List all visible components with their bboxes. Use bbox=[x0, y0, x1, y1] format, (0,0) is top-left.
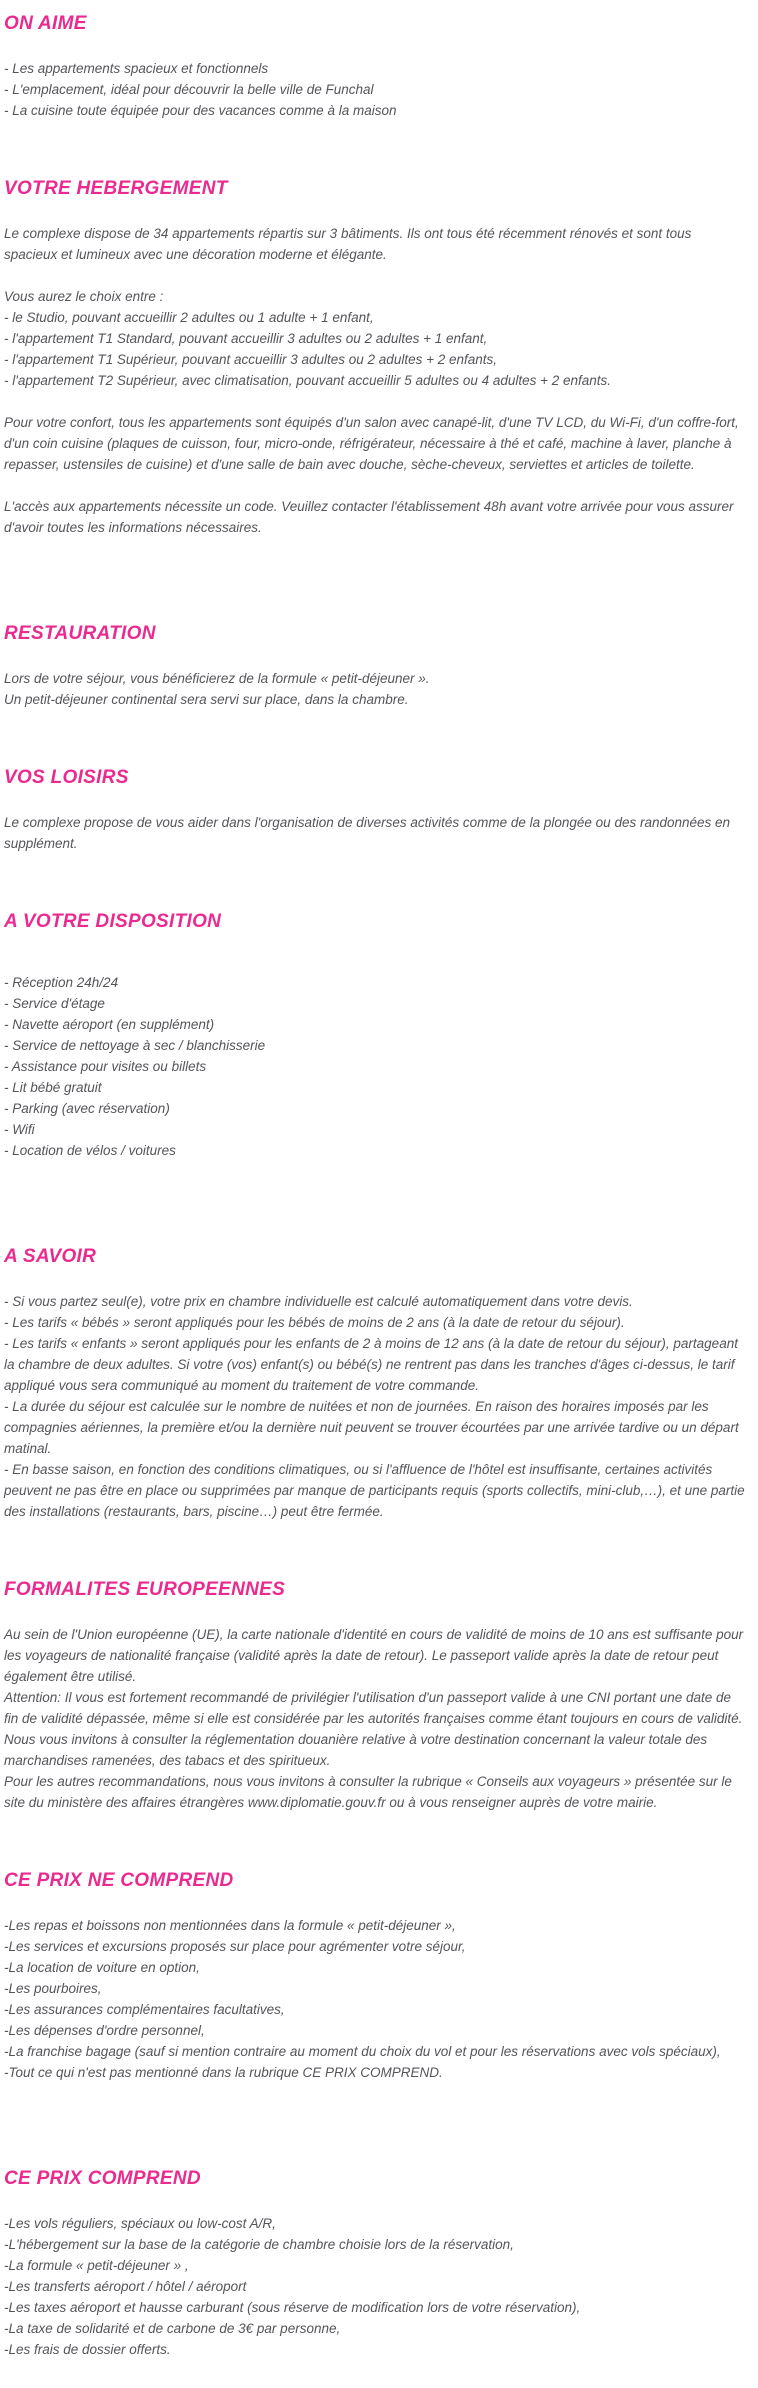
notice-item: - En basse saison, en fonction des conditions climatiques, ou si l'affluence de l'hôtel est insuffisante, certaines activités peuvent ne pas être en place ou supprimées par manque de participants requis (sports collectifs, mini-club,…), et une partie des installations (restaurants, bars, piscine…) peut être fermée. bbox=[4, 1462, 745, 1519]
amenity-item: - Parking (avec réservation) bbox=[4, 1101, 170, 1116]
section-ce-prix-ne-comprend bbox=[4, 1869, 748, 2083]
included-item: -Les transferts aéroport / hôtel / aéroport bbox=[4, 2279, 247, 2294]
section-on-aime bbox=[4, 12, 748, 121]
section-a-votre-disposition bbox=[4, 910, 748, 1161]
highlight-item: - Les appartements spacieux et fonctionnels bbox=[4, 61, 269, 76]
excluded-item: -Les services et excursions proposés sur place pour agrémenter votre séjour, bbox=[4, 1939, 466, 1954]
list-item: - le Studio, pouvant accueillir 2 adultes ou 1 adulte + 1 enfant, bbox=[4, 310, 374, 325]
paragraph: Le complexe propose de vous aider dans l'organisation de diverses activités comme de la plongée ou des randonnées en supplément. bbox=[4, 815, 731, 851]
highlight-item: - La cuisine toute équipée pour des vacances comme à la maison bbox=[4, 103, 397, 118]
section-heading-on-aime: ON AIME bbox=[4, 13, 87, 34]
excluded-item: -Les dépenses d'ordre personnel, bbox=[4, 2023, 205, 2038]
paragraph: Vous aurez le choix entre : bbox=[4, 289, 164, 304]
amenity-item: - Location de vélos / voitures bbox=[4, 1143, 176, 1158]
paragraph: Attention: Il vous est fortement recommandé de privilégier l'utilisation d'un passeport valide à une CNI portant une date de fin de validité dépassée, même si elle est considérée par les autorités françaises comme étant toujours en cours de validité. bbox=[4, 1690, 743, 1726]
list-item: - l'appartement T1 Supérieur, pouvant accueillir 3 adultes ou 2 adultes + 2 enfants, bbox=[4, 352, 498, 367]
amenity-item: - Service de nettoyage à sec / blanchisserie bbox=[4, 1038, 266, 1053]
included-item: -La formule « petit-déjeuner » , bbox=[4, 2258, 189, 2273]
list-item: - l'appartement T1 Standard, pouvant accueillir 3 adultes ou 2 adultes + 1 enfant, bbox=[4, 331, 488, 346]
paragraph: Lors de votre séjour, vous bénéficierez de la formule « petit-déjeuner ». bbox=[4, 671, 430, 686]
paragraph: Pour les autres recommandations, nous vous invitons à consulter la rubrique « Conseils aux voyageurs » présentée sur le site du ministère des affaires étrangères www.diplomatie.gouv.fr ou à vous renseigner auprès de votre mairie. bbox=[4, 1774, 732, 1810]
excluded-item: -Tout ce qui n'est pas mentionné dans la rubrique CE PRIX COMPREND. bbox=[4, 2065, 443, 2080]
notice-item: - Les tarifs « enfants » seront appliqués pour les enfants de 2 à moins de 12 ans (à la date de retour du séjour), partageant la chambre de deux adultes. Si votre (vos) enfant(s) ou bébé(s) ne rentrent pas dans les tranches d'âges ci-dessus, le tarif appliqué vous sera communiqué au moment du traitement de votre commande. bbox=[4, 1336, 738, 1393]
paragraph: L'accès aux appartements nécessite un code. Veuillez contacter l'établissement 48h avant votre arrivée pour vous assurer d'avoir toutes les informations nécessaires. bbox=[4, 499, 734, 535]
section-ce-prix-comprend bbox=[4, 2167, 748, 2360]
section-votre-hebergement bbox=[4, 177, 748, 538]
list-item: - l'appartement T2 Supérieur, avec climatisation, pouvant accueillir 5 adultes ou 4 adultes + 2 enfants. bbox=[4, 373, 612, 388]
paragraph: Au sein de l'Union européenne (UE), la carte nationale d'identité en cours de validité de moins de 10 ans est suffisante pour les voyageurs de nationalité française (validité après la date de retour). Le passeport valide après la date de retour peut également être utilisé. bbox=[4, 1627, 744, 1684]
excluded-item: -Les assurances complémentaires facultatives, bbox=[4, 2002, 285, 2017]
amenity-item: - Réception 24h/24 bbox=[4, 975, 119, 990]
included-item: -Les vols réguliers, spéciaux ou low-cost A/R, bbox=[4, 2216, 276, 2231]
included-item: -Les taxes aéroport et hausse carburant (sous réserve de modification lors de votre réservation), bbox=[4, 2300, 581, 2315]
section-restauration bbox=[4, 622, 748, 710]
paragraph: Nous vous invitons à consulter la réglementation douanière relative à votre destination concernant la valeur totale des marchandises ramenées, des tabacs et des spiritueux. bbox=[4, 1732, 708, 1768]
section-formalites-europeennes bbox=[4, 1578, 748, 1813]
section-heading-ce-prix-ne-comprend: CE PRIX NE COMPREND bbox=[4, 1870, 234, 1891]
included-item: -La taxe de solidarité et de carbone de 3€ par personne, bbox=[4, 2321, 341, 2336]
section-heading-a-votre-disposition: A VOTRE DISPOSITION bbox=[4, 911, 222, 932]
section-heading-vos-loisirs: VOS LOISIRS bbox=[4, 767, 129, 788]
section-heading-a-savoir: A SAVOIR bbox=[4, 1246, 97, 1267]
excluded-item: -La franchise bagage (sauf si mention contraire au moment du choix du vol et pour les réservations avec vols spéciaux), bbox=[4, 2044, 721, 2059]
section-a-savoir bbox=[4, 1245, 748, 1522]
excluded-item: -Les pourboires, bbox=[4, 1981, 102, 1996]
amenity-item: - Lit bébé gratuit bbox=[4, 1080, 102, 1095]
paragraph: Le complexe dispose de 34 appartements répartis sur 3 bâtiments. Ils ont tous été récemment rénovés et sont tous spacieux et lumineux avec une décoration moderne et élégante. bbox=[4, 226, 692, 262]
section-heading-restauration: RESTAURATION bbox=[4, 623, 156, 644]
amenity-item: - Assistance pour visites ou billets bbox=[4, 1059, 207, 1074]
excluded-item: -Les repas et boissons non mentionnées dans la formule « petit-déjeuner », bbox=[4, 1918, 456, 1933]
amenity-item: - Navette aéroport (en supplément) bbox=[4, 1017, 215, 1032]
amenity-item: - Wifi bbox=[4, 1122, 35, 1137]
amenity-item: - Service d'étage bbox=[4, 996, 105, 1011]
notice-item: - Les tarifs « bébés » seront appliqués pour les bébés de moins de 2 ans (à la date de retour du séjour). bbox=[4, 1315, 625, 1330]
excluded-item: -La location de voiture en option, bbox=[4, 1960, 200, 1975]
included-item: -L'hébergement sur la base de la catégorie de chambre choisie lors de la réservation, bbox=[4, 2237, 514, 2252]
section-heading-ce-prix-comprend: CE PRIX COMPREND bbox=[4, 2168, 201, 2189]
notice-item: - La durée du séjour est calculée sur le nombre de nuitées et non de journées. En raison des horaires imposés par les compagnies aériennes, la première et/ou la dernière nuit peuvent se trouver écourtées par une arrivée tardive ou un départ matinal. bbox=[4, 1399, 739, 1456]
included-item: -Les frais de dossier offerts. bbox=[4, 2342, 171, 2357]
paragraph: Pour votre confort, tous les appartements sont équipés d'un salon avec canapé-lit, d'une TV LCD, du Wi-Fi, d'un coffre-fort, d'un coin cuisine (plaques de cuisson, four, micro-onde, réfrigérateur, nécessaire à thé et café, machine à laver, planche à repasser, ustensiles de cuisine) et d'une salle de bain avec douche, sèche-cheveux, serviettes et articles de toilette. bbox=[4, 415, 739, 472]
notice-item: - Si vous partez seul(e), votre prix en chambre individuelle est calculé automatiquement dans votre devis. bbox=[4, 1294, 633, 1309]
section-vos-loisirs bbox=[4, 766, 748, 854]
paragraph: Un petit-déjeuner continental sera servi sur place, dans la chambre. bbox=[4, 692, 409, 707]
section-heading-votre-hebergement: VOTRE HEBERGEMENT bbox=[4, 178, 228, 199]
highlight-item: - L'emplacement, idéal pour découvrir la belle ville de Funchal bbox=[4, 82, 374, 97]
section-heading-formalites-europeennes: FORMALITES EUROPEENNES bbox=[4, 1579, 286, 1600]
